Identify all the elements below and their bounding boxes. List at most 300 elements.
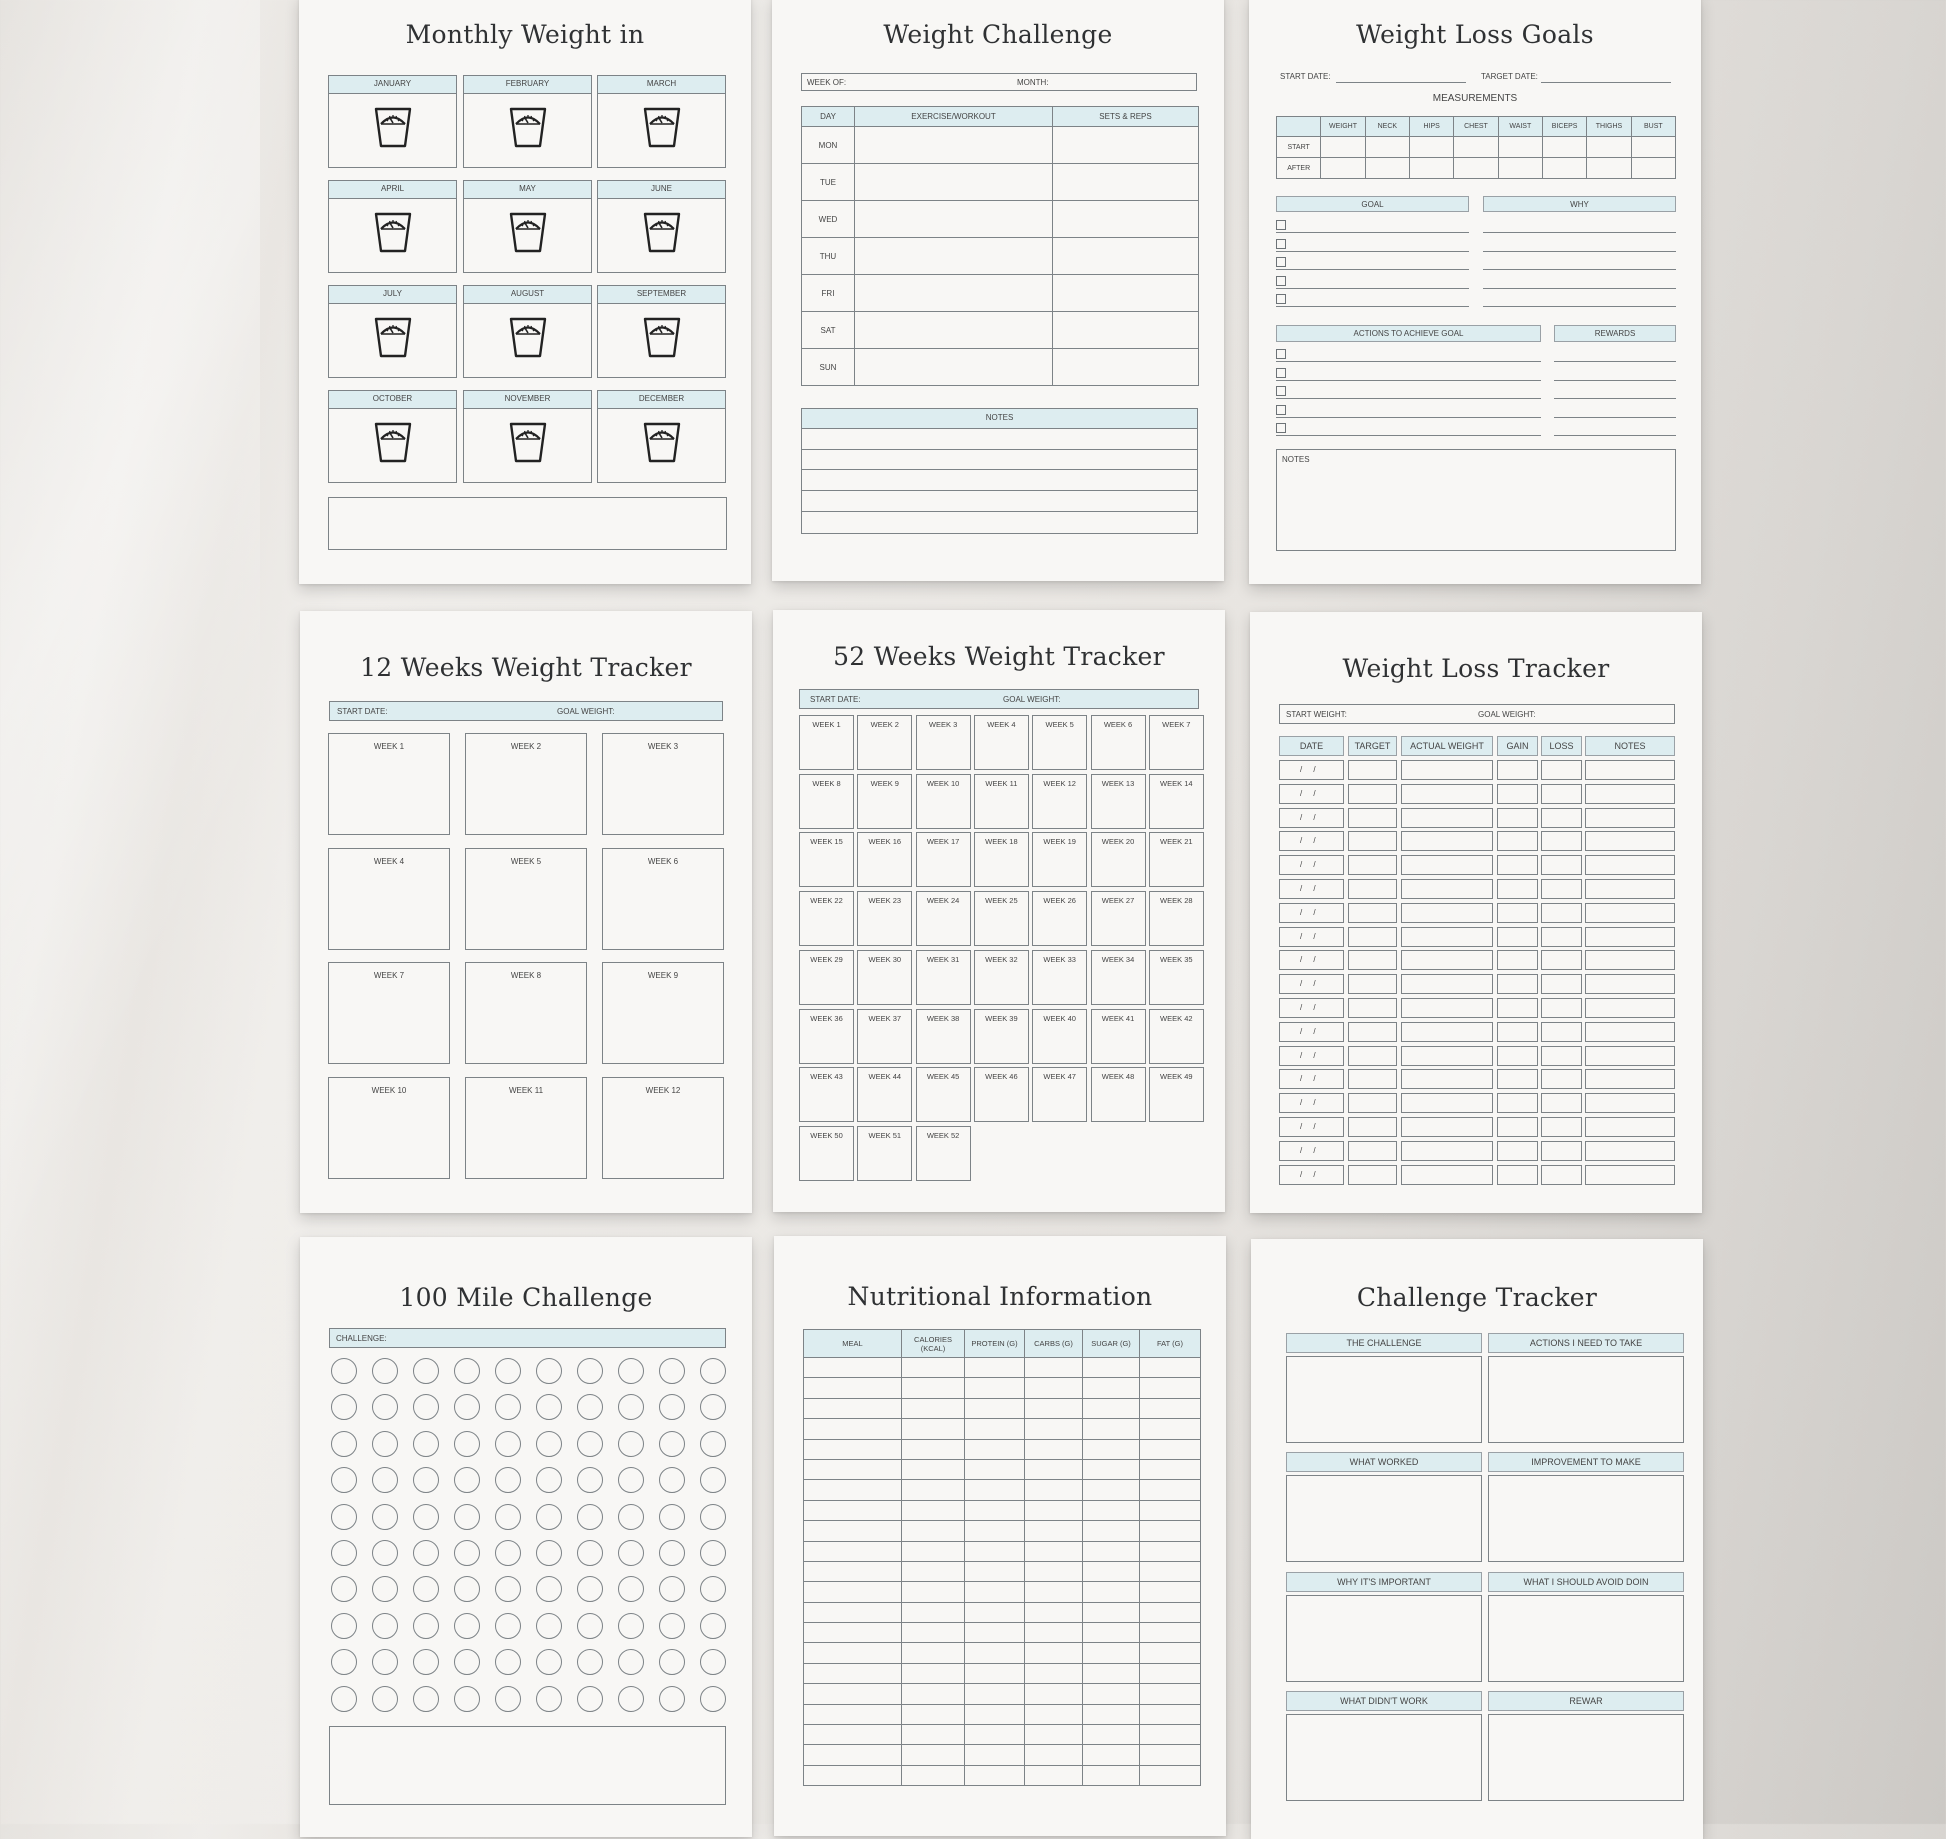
entry-cell[interactable] [1083, 1745, 1140, 1765]
measure-cell[interactable] [1631, 158, 1675, 179]
entry-cell[interactable] [804, 1561, 902, 1581]
section-box[interactable] [1286, 1356, 1482, 1443]
week-box[interactable] [465, 848, 587, 950]
mile-circle[interactable] [618, 1686, 644, 1712]
mile-circle[interactable] [454, 1431, 480, 1457]
mile-circle[interactable] [536, 1431, 562, 1457]
week-box[interactable] [974, 950, 1029, 1005]
mile-circle[interactable] [700, 1649, 726, 1675]
week-box[interactable] [1149, 715, 1204, 770]
entry-cell[interactable] [1497, 927, 1538, 947]
entry-cell[interactable] [1541, 808, 1582, 828]
mile-circle[interactable] [495, 1576, 521, 1602]
entry-cell[interactable] [1140, 1541, 1201, 1561]
entry-cell[interactable] [1348, 1165, 1397, 1185]
mile-circle[interactable] [331, 1576, 357, 1602]
action-checkbox[interactable] [1276, 368, 1286, 378]
entry-cell[interactable] [1348, 1117, 1397, 1137]
month-cell[interactable] [597, 285, 726, 378]
entry-cell[interactable] [1401, 784, 1493, 804]
mile-circle[interactable] [495, 1358, 521, 1384]
entry-cell[interactable] [965, 1623, 1025, 1643]
mile-circle[interactable] [659, 1649, 685, 1675]
entry-cell[interactable] [902, 1602, 965, 1622]
measure-cell[interactable] [1542, 158, 1586, 179]
entry-cell[interactable] [1585, 855, 1675, 875]
week-box[interactable] [1032, 774, 1087, 829]
entry-cell[interactable] [902, 1398, 965, 1418]
week-box[interactable] [916, 891, 971, 946]
entry-cell[interactable] [1541, 760, 1582, 780]
entry-cell[interactable] [965, 1765, 1025, 1785]
month-cell[interactable] [328, 75, 457, 168]
entry-cell[interactable] [1585, 831, 1675, 851]
entry-cell[interactable] [1348, 855, 1397, 875]
mile-circle[interactable] [700, 1686, 726, 1712]
entry-cell[interactable] [1541, 1165, 1582, 1185]
goal-checkbox[interactable] [1276, 257, 1286, 267]
mile-circle[interactable] [536, 1467, 562, 1493]
week-box[interactable] [857, 1067, 912, 1122]
goal-checkbox[interactable] [1276, 239, 1286, 249]
mile-circle[interactable] [659, 1686, 685, 1712]
entry-cell[interactable] [1025, 1643, 1083, 1663]
exercise-cell[interactable] [855, 275, 1053, 312]
entry-cell[interactable] [1025, 1541, 1083, 1561]
mile-circle[interactable] [659, 1394, 685, 1420]
week-box[interactable] [916, 774, 971, 829]
entry-cell[interactable] [1140, 1643, 1201, 1663]
goal-checkbox[interactable] [1276, 276, 1286, 286]
entry-cell[interactable] [1401, 927, 1493, 947]
entry-cell[interactable] [1497, 1117, 1538, 1137]
week-box[interactable] [602, 848, 724, 950]
date-cell[interactable] [1279, 1046, 1344, 1066]
week-box[interactable] [328, 733, 450, 835]
mile-circle[interactable] [413, 1394, 439, 1420]
entry-cell[interactable] [1140, 1561, 1201, 1581]
mile-circle[interactable] [618, 1358, 644, 1384]
week-box[interactable] [799, 715, 854, 770]
entry-cell[interactable] [1541, 974, 1582, 994]
entry-cell[interactable] [902, 1500, 965, 1520]
mile-circle[interactable] [372, 1358, 398, 1384]
entry-cell[interactable] [1025, 1623, 1083, 1643]
sets-cell[interactable] [1053, 201, 1199, 238]
mile-circle[interactable] [413, 1686, 439, 1712]
entry-cell[interactable] [1348, 903, 1397, 923]
mile-circle[interactable] [700, 1540, 726, 1566]
week-box[interactable] [974, 891, 1029, 946]
entry-cell[interactable] [1348, 950, 1397, 970]
entry-cell[interactable] [1541, 903, 1582, 923]
entry-cell[interactable] [1541, 855, 1582, 875]
entry-cell[interactable] [804, 1725, 902, 1745]
entry-cell[interactable] [1140, 1439, 1201, 1459]
mile-circle[interactable] [331, 1394, 357, 1420]
entry-cell[interactable] [1541, 1046, 1582, 1066]
date-cell[interactable] [1279, 808, 1344, 828]
week-box[interactable] [916, 950, 971, 1005]
entry-cell[interactable] [804, 1623, 902, 1643]
entry-cell[interactable] [1497, 1022, 1538, 1042]
entry-cell[interactable] [1541, 1022, 1582, 1042]
entry-cell[interactable] [1083, 1704, 1140, 1724]
entry-cell[interactable] [804, 1663, 902, 1683]
month-cell[interactable] [463, 75, 592, 168]
mile-circle[interactable] [577, 1649, 603, 1675]
entry-cell[interactable] [1025, 1459, 1083, 1479]
entry-cell[interactable] [1401, 855, 1493, 875]
mile-circle[interactable] [618, 1649, 644, 1675]
mile-circle[interactable] [331, 1540, 357, 1566]
week-box[interactable] [1149, 891, 1204, 946]
mile-circle[interactable] [536, 1394, 562, 1420]
mile-circle[interactable] [577, 1613, 603, 1639]
entry-cell[interactable] [902, 1561, 965, 1581]
date-cell[interactable] [1279, 1022, 1344, 1042]
entry-cell[interactable] [1585, 1165, 1675, 1185]
entry-cell[interactable] [965, 1419, 1025, 1439]
week-box[interactable] [1149, 950, 1204, 1005]
entry-cell[interactable] [1585, 760, 1675, 780]
entry-cell[interactable] [1025, 1765, 1083, 1785]
mile-circle[interactable] [495, 1504, 521, 1530]
entry-cell[interactable] [1401, 1141, 1493, 1161]
mile-circle[interactable] [454, 1394, 480, 1420]
entry-cell[interactable] [1025, 1684, 1083, 1704]
measure-cell[interactable] [1498, 137, 1542, 158]
mile-circle[interactable] [700, 1576, 726, 1602]
week-box[interactable] [1091, 715, 1146, 770]
week-box[interactable] [1149, 1067, 1204, 1122]
mile-circle[interactable] [618, 1431, 644, 1457]
entry-cell[interactable] [1497, 974, 1538, 994]
entry-cell[interactable] [1025, 1582, 1083, 1602]
action-checkbox[interactable] [1276, 349, 1286, 359]
entry-cell[interactable] [1025, 1398, 1083, 1418]
exercise-cell[interactable] [855, 238, 1053, 275]
entry-cell[interactable] [902, 1582, 965, 1602]
entry-cell[interactable] [1025, 1663, 1083, 1683]
action-checkbox[interactable] [1276, 423, 1286, 433]
section-box[interactable] [1488, 1475, 1684, 1562]
entry-cell[interactable] [1083, 1541, 1140, 1561]
entry-cell[interactable] [1348, 1069, 1397, 1089]
mile-circle[interactable] [536, 1649, 562, 1675]
entry-cell[interactable] [1585, 879, 1675, 899]
week-box[interactable] [799, 950, 854, 1005]
week-box[interactable] [1091, 1067, 1146, 1122]
entry-cell[interactable] [1025, 1480, 1083, 1500]
mile-circle[interactable] [372, 1504, 398, 1530]
entry-cell[interactable] [1348, 808, 1397, 828]
entry-cell[interactable] [1401, 831, 1493, 851]
mile-circle[interactable] [495, 1540, 521, 1566]
entry-cell[interactable] [1541, 784, 1582, 804]
mile-circle[interactable] [454, 1358, 480, 1384]
week-box[interactable] [857, 1009, 912, 1064]
mile-circle[interactable] [577, 1686, 603, 1712]
entry-cell[interactable] [965, 1582, 1025, 1602]
mile-circle[interactable] [659, 1540, 685, 1566]
entry-cell[interactable] [1140, 1398, 1201, 1418]
notes-box[interactable] [1276, 449, 1676, 551]
entry-cell[interactable] [1140, 1765, 1201, 1785]
week-box[interactable] [799, 1009, 854, 1064]
entry-cell[interactable] [965, 1521, 1025, 1541]
entry-cell[interactable] [1348, 1022, 1397, 1042]
entry-cell[interactable] [902, 1378, 965, 1398]
section-box[interactable] [1488, 1356, 1684, 1443]
section-box[interactable] [1286, 1595, 1482, 1682]
mile-circle[interactable] [577, 1540, 603, 1566]
goal-checkbox[interactable] [1276, 294, 1286, 304]
entry-cell[interactable] [1497, 1093, 1538, 1113]
entry-cell[interactable] [1497, 879, 1538, 899]
entry-cell[interactable] [1541, 927, 1582, 947]
entry-cell[interactable] [1348, 927, 1397, 947]
month-cell[interactable] [463, 285, 592, 378]
entry-cell[interactable] [1025, 1419, 1083, 1439]
mile-circle[interactable] [618, 1576, 644, 1602]
entry-cell[interactable] [965, 1541, 1025, 1561]
entry-cell[interactable] [1140, 1480, 1201, 1500]
entry-cell[interactable] [1025, 1358, 1083, 1378]
mile-circle[interactable] [700, 1431, 726, 1457]
mile-circle[interactable] [577, 1394, 603, 1420]
entry-cell[interactable] [1025, 1725, 1083, 1745]
measure-cell[interactable] [1631, 137, 1675, 158]
mile-circle[interactable] [331, 1649, 357, 1675]
entry-cell[interactable] [1541, 1141, 1582, 1161]
entry-cell[interactable] [1401, 808, 1493, 828]
entry-cell[interactable] [804, 1521, 902, 1541]
mile-circle[interactable] [331, 1504, 357, 1530]
week-box[interactable] [602, 962, 724, 1064]
mile-circle[interactable] [495, 1431, 521, 1457]
entry-cell[interactable] [1140, 1378, 1201, 1398]
date-cell[interactable] [1279, 1093, 1344, 1113]
mile-circle[interactable] [659, 1576, 685, 1602]
mile-circle[interactable] [659, 1613, 685, 1639]
entry-cell[interactable] [1401, 1117, 1493, 1137]
mile-circle[interactable] [659, 1504, 685, 1530]
entry-cell[interactable] [965, 1725, 1025, 1745]
mile-circle[interactable] [454, 1540, 480, 1566]
entry-cell[interactable] [1083, 1358, 1140, 1378]
entry-cell[interactable] [1585, 1046, 1675, 1066]
entry-cell[interactable] [902, 1459, 965, 1479]
mile-circle[interactable] [454, 1467, 480, 1493]
week-of-field[interactable] [801, 73, 1197, 91]
measure-cell[interactable] [1365, 158, 1409, 179]
mile-circle[interactable] [413, 1613, 439, 1639]
week-box[interactable] [974, 715, 1029, 770]
date-cell[interactable] [1279, 831, 1344, 851]
entry-cell[interactable] [1497, 831, 1538, 851]
entry-cell[interactable] [1541, 1117, 1582, 1137]
measure-cell[interactable] [1587, 137, 1631, 158]
month-cell[interactable] [463, 180, 592, 273]
exercise-cell[interactable] [855, 349, 1053, 386]
week-box[interactable] [1032, 1009, 1087, 1064]
entry-cell[interactable] [1541, 1069, 1582, 1089]
entry-cell[interactable] [804, 1582, 902, 1602]
week-box[interactable] [1091, 1009, 1146, 1064]
entry-cell[interactable] [1025, 1521, 1083, 1541]
week-box[interactable] [974, 774, 1029, 829]
week-box[interactable] [799, 1126, 854, 1181]
mile-circle[interactable] [454, 1576, 480, 1602]
entry-cell[interactable] [965, 1398, 1025, 1418]
entry-cell[interactable] [1140, 1663, 1201, 1683]
mile-circle[interactable] [331, 1686, 357, 1712]
entry-cell[interactable] [1497, 808, 1538, 828]
entry-cell[interactable] [902, 1521, 965, 1541]
challenge-field[interactable] [329, 1328, 726, 1348]
date-cell[interactable] [1279, 760, 1344, 780]
mile-circle[interactable] [536, 1504, 562, 1530]
entry-cell[interactable] [902, 1358, 965, 1378]
mile-circle[interactable] [618, 1467, 644, 1493]
entry-cell[interactable] [1348, 1046, 1397, 1066]
mile-circle[interactable] [700, 1613, 726, 1639]
entry-cell[interactable] [1401, 1165, 1493, 1185]
mile-circle[interactable] [372, 1686, 398, 1712]
entry-cell[interactable] [965, 1358, 1025, 1378]
goal-checkbox[interactable] [1276, 220, 1286, 230]
measure-cell[interactable] [1454, 158, 1498, 179]
mile-circle[interactable] [372, 1540, 398, 1566]
week-box[interactable] [1091, 891, 1146, 946]
entry-cell[interactable] [1585, 974, 1675, 994]
entry-cell[interactable] [902, 1643, 965, 1663]
entry-cell[interactable] [1401, 760, 1493, 780]
entry-cell[interactable] [965, 1459, 1025, 1479]
week-box[interactable] [602, 733, 724, 835]
entry-cell[interactable] [902, 1419, 965, 1439]
entry-cell[interactable] [965, 1643, 1025, 1663]
mile-circle[interactable] [331, 1613, 357, 1639]
entry-cell[interactable] [1140, 1725, 1201, 1745]
week-box[interactable] [916, 1009, 971, 1064]
date-cell[interactable] [1279, 903, 1344, 923]
entry-cell[interactable] [1025, 1602, 1083, 1622]
mile-circle[interactable] [536, 1576, 562, 1602]
mile-circle[interactable] [413, 1358, 439, 1384]
week-box[interactable] [328, 1077, 450, 1179]
section-box[interactable] [1488, 1595, 1684, 1682]
entry-cell[interactable] [1140, 1602, 1201, 1622]
month-cell[interactable] [597, 75, 726, 168]
entry-cell[interactable] [1140, 1704, 1201, 1724]
mile-circle[interactable] [454, 1613, 480, 1639]
exercise-cell[interactable] [855, 127, 1053, 164]
week-box[interactable] [1032, 891, 1087, 946]
measure-cell[interactable] [1454, 137, 1498, 158]
mile-circle[interactable] [413, 1540, 439, 1566]
mile-circle[interactable] [331, 1431, 357, 1457]
entry-cell[interactable] [1585, 1069, 1675, 1089]
entry-cell[interactable] [1083, 1459, 1140, 1479]
mile-circle[interactable] [372, 1431, 398, 1457]
measure-cell[interactable] [1498, 158, 1542, 179]
entry-cell[interactable] [1497, 784, 1538, 804]
entry-cell[interactable] [965, 1684, 1025, 1704]
entry-cell[interactable] [804, 1419, 902, 1439]
sets-cell[interactable] [1053, 312, 1199, 349]
date-cell[interactable] [1279, 950, 1344, 970]
month-cell[interactable] [463, 390, 592, 483]
month-cell[interactable] [597, 390, 726, 483]
entry-cell[interactable] [902, 1663, 965, 1683]
mile-circle[interactable] [536, 1358, 562, 1384]
entry-cell[interactable] [1401, 1046, 1493, 1066]
entry-cell[interactable] [804, 1602, 902, 1622]
entry-cell[interactable] [1497, 1165, 1538, 1185]
mile-circle[interactable] [495, 1649, 521, 1675]
entry-cell[interactable] [1083, 1500, 1140, 1520]
week-box[interactable] [465, 1077, 587, 1179]
entry-cell[interactable] [1585, 998, 1675, 1018]
week-box[interactable] [328, 848, 450, 950]
entry-cell[interactable] [1348, 831, 1397, 851]
date-cell[interactable] [1279, 1117, 1344, 1137]
week-box[interactable] [1032, 950, 1087, 1005]
sets-cell[interactable] [1053, 275, 1199, 312]
entry-cell[interactable] [1541, 831, 1582, 851]
entry-cell[interactable] [804, 1500, 902, 1520]
mile-circle[interactable] [372, 1467, 398, 1493]
mile-circle[interactable] [454, 1686, 480, 1712]
mile-circle[interactable] [372, 1394, 398, 1420]
entry-cell[interactable] [902, 1623, 965, 1643]
mile-circle[interactable] [659, 1467, 685, 1493]
week-box[interactable] [1032, 715, 1087, 770]
entry-cell[interactable] [1497, 855, 1538, 875]
measure-cell[interactable] [1321, 158, 1365, 179]
mile-circle[interactable] [577, 1431, 603, 1457]
entry-cell[interactable] [902, 1439, 965, 1459]
entry-cell[interactable] [1585, 950, 1675, 970]
mile-circle[interactable] [413, 1576, 439, 1602]
week-box[interactable] [799, 891, 854, 946]
entry-cell[interactable] [1348, 879, 1397, 899]
mile-circle[interactable] [700, 1358, 726, 1384]
entry-cell[interactable] [1083, 1643, 1140, 1663]
action-checkbox[interactable] [1276, 386, 1286, 396]
week-box[interactable] [916, 832, 971, 887]
entry-cell[interactable] [1083, 1480, 1140, 1500]
entry-cell[interactable] [804, 1480, 902, 1500]
month-cell[interactable] [328, 180, 457, 273]
entry-cell[interactable] [1025, 1439, 1083, 1459]
entry-cell[interactable] [1348, 974, 1397, 994]
entry-cell[interactable] [965, 1480, 1025, 1500]
mile-circle[interactable] [495, 1467, 521, 1493]
date-cell[interactable] [1279, 784, 1344, 804]
mile-circle[interactable] [331, 1358, 357, 1384]
week-box[interactable] [857, 950, 912, 1005]
month-cell[interactable] [597, 180, 726, 273]
entry-cell[interactable] [1497, 903, 1538, 923]
entry-cell[interactable] [902, 1480, 965, 1500]
mile-circle[interactable] [618, 1394, 644, 1420]
entry-cell[interactable] [1585, 808, 1675, 828]
week-box[interactable] [1091, 950, 1146, 1005]
mile-circle[interactable] [454, 1504, 480, 1530]
